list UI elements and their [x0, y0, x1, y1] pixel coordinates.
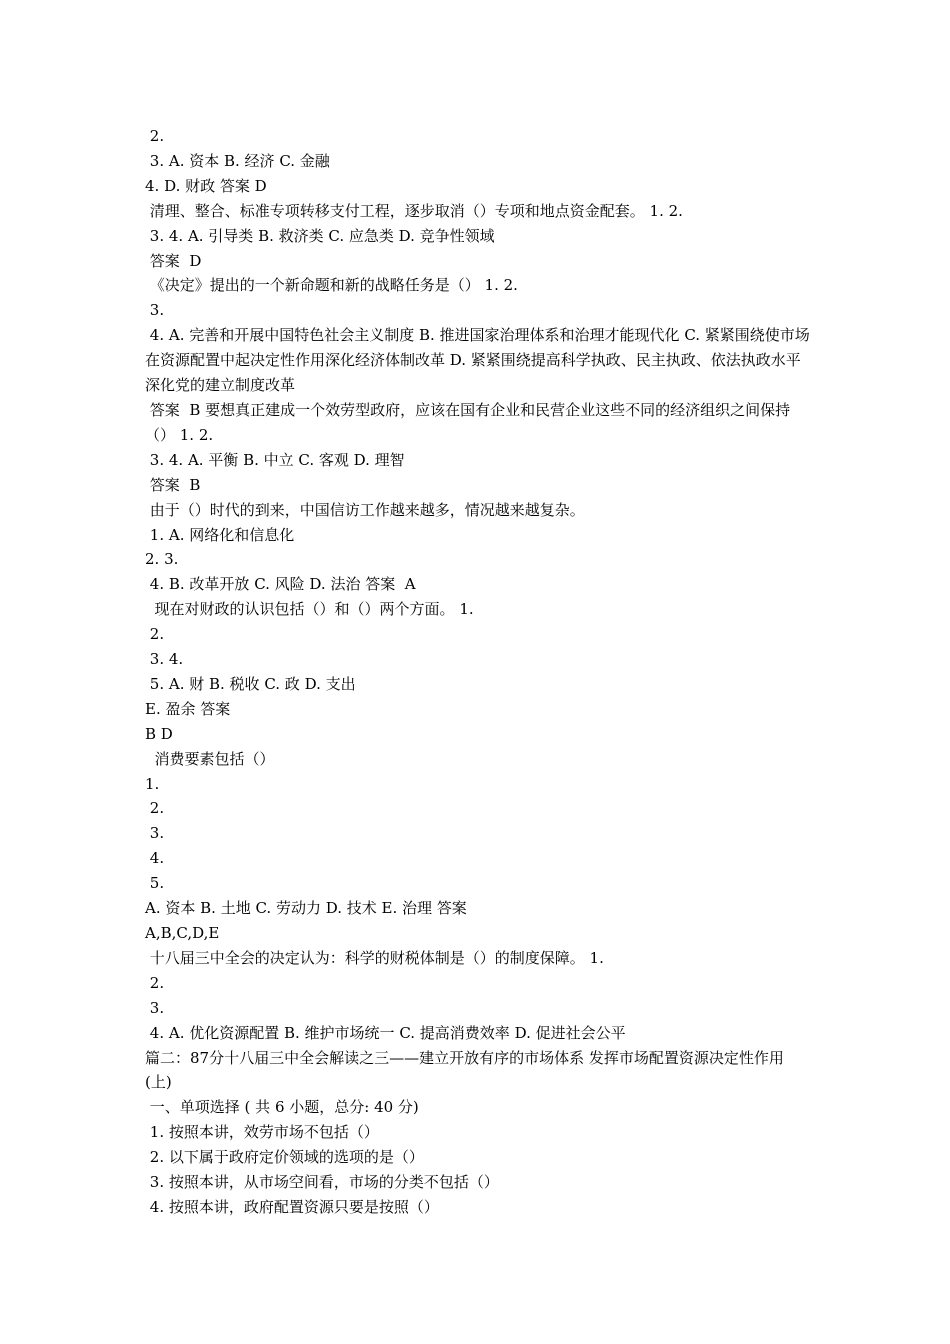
text-line: A. 资本 B. 土地 C. 劳动力 D. 技术 E. 治理 答案	[145, 899, 467, 918]
text-line: 一、单项选择 ( 共 6 小题，总分: 40 分)	[145, 1098, 419, 1117]
text-line: 答案 D	[145, 251, 202, 270]
text-line: 2. 以下属于政府定价领域的选项的是（）	[145, 1148, 424, 1167]
text-line: 3.	[145, 998, 165, 1017]
text-line: 3. 4. A. 引导类 B. 救济类 C. 应急类 D. 竞争性领域	[145, 226, 495, 245]
text-line: 3. 按照本讲，从市场空间看，市场的分类不包括（）	[145, 1173, 499, 1192]
text-line: 2.	[145, 799, 165, 818]
text-line: 5.	[145, 874, 165, 893]
text-line: 答案 B 要想真正建成一个效劳型政府，应该在国有企业和民营企业这些不同的经济组织之间保持（） 1. 2.	[145, 400, 791, 444]
text-line: 4. B. 改革开放 C. 风险 D. 法治 答案 A	[145, 575, 416, 594]
text-line: 3.	[145, 301, 165, 320]
text-line: 4. D. 财政 答案 D	[145, 176, 267, 195]
text-line: 现在对财政的认识包括（）和（）两个方面。 1.	[145, 600, 474, 619]
text-line: 2.	[145, 625, 165, 644]
text-line: 十八届三中全会的决定认为：科学的财税体制是（）的制度保障。 1.	[145, 948, 604, 967]
text-line: 3. 4.	[145, 650, 184, 669]
text-line: 2.	[145, 973, 165, 992]
text-line: 2. 3.	[145, 550, 179, 569]
text-line: 2.	[145, 127, 165, 145]
text-line: 清理、整合、标准专项转移支付工程，逐步取消（）专项和地点资金配套。 1. 2.	[145, 201, 683, 220]
text-line: 《决定》提出的一个新命题和新的战略任务是（） 1. 2.	[145, 276, 518, 295]
text-line: 消费要素包括（）	[145, 749, 275, 768]
text-line: E. 盈余 答案	[145, 699, 231, 718]
text-line: 4. A. 优化资源配置 B. 维护市场统一 C. 提高消费效率 D. 促进社会公平	[145, 1023, 626, 1042]
text-line: 答案 B	[145, 475, 201, 494]
text-line: A,B,C,D,E	[145, 924, 220, 942]
text-line: 由于（）时代的到来，中国信访工作越来越多，情况越来越复杂。	[145, 500, 585, 519]
text-line: B D	[145, 724, 173, 743]
text-line: 4. 按照本讲，政府配置资源只要是按照（）	[145, 1197, 439, 1216]
text-line: 3. A. 资本 B. 经济 C. 金融	[145, 151, 330, 170]
text-line: 3. 4. A. 平衡 B. 中立 C. 客观 D. 理智	[145, 450, 405, 469]
text-line: 4.	[145, 849, 165, 868]
text-line: 4. A. 完善和开展中国特色社会主义制度 B. 推进国家治理体系和治理才能现代化 C. 紧紧围绕使市场在资源配置中起决定性作用深化经济体制改革 D. 紧紧围绕提高科学执政、民主执政、依法执政水平深化党的建立制度改革	[145, 326, 810, 395]
text-line: 5. A. 财 B. 税收 C. 政 D. 支出	[145, 674, 356, 693]
text-line: 篇二：87分十八届三中全会解读之三——建立开放有序的市场体系 发挥市场配置资源决定性作用(上)	[145, 1048, 784, 1092]
text-line: 1.	[145, 774, 160, 793]
text-line: 1. A. 网络化和信息化	[145, 525, 295, 544]
document-body	[145, 124, 810, 1220]
text-line: 1. 按照本讲，效劳市场不包括（）	[145, 1123, 379, 1142]
text-line: 3.	[145, 824, 165, 843]
